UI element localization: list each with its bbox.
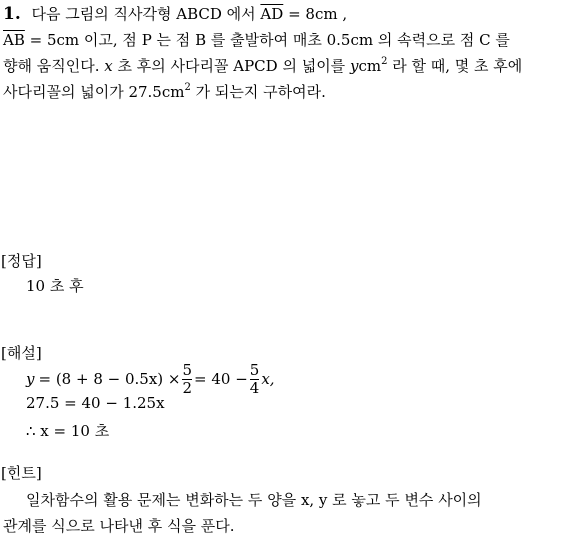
frac1-den: 2 xyxy=(182,378,193,397)
solution-header: [해설] xyxy=(1,344,42,362)
ad-value: = 8cm , xyxy=(288,5,348,23)
answer-value: 10 초 후 xyxy=(26,277,84,295)
segment-ab: $\overline{AB}$ xyxy=(3,31,25,49)
problem-text-1: 다음 그림의 직사각형 ABCD 에서 xyxy=(31,5,256,23)
unit-sup: 2 xyxy=(381,56,388,67)
problem-line-3 xyxy=(3,55,522,76)
solution-eq-3: ∴ x = 10 초 xyxy=(26,422,110,440)
answer-header: [정답] xyxy=(1,252,42,270)
problem-line-4 xyxy=(3,81,326,102)
hint-line-2: 관계를 식으로 나타낸 후 식을 푼다. xyxy=(3,517,235,535)
hint-header: [힌트] xyxy=(1,464,42,482)
var-x: x xyxy=(104,57,113,75)
frac1-num: 5 xyxy=(182,360,193,379)
problem-text-4b: 가 되는지 구하여라. xyxy=(195,83,326,101)
eq1-y: y xyxy=(26,370,35,388)
problem-text-4: 사다리꼴의 넓이가 27.5cm xyxy=(3,83,185,101)
segment-ad: $\overline{AD}$ xyxy=(260,5,284,23)
fraction-5-2 xyxy=(182,362,192,397)
frac2-num: 5 xyxy=(249,360,260,379)
var-y: y xyxy=(349,57,359,75)
eq1-mid: = (8 + 8 − 0.5x) × xyxy=(38,370,181,388)
solution-eq-2: 27.5 = 40 − 1.25x xyxy=(26,394,165,412)
eq1-tail: x, xyxy=(261,370,275,388)
frac2-den: 4 xyxy=(249,378,260,397)
problem-text-3b: 초 후의 사다리꼴 APCD 의 넓이를 xyxy=(117,57,346,75)
eq1-mid2: = 40 − xyxy=(194,370,248,388)
fraction-5-4 xyxy=(250,362,260,397)
problem-line-1 xyxy=(3,3,347,24)
problem-text-2: = 5cm 이고, 점 P 는 점 B 를 출발하여 매초 0.5cm 의 속력으로 점 C 를 xyxy=(29,31,510,49)
area-sup: 2 xyxy=(184,82,191,93)
problem-text-3: 향해 움직인다. xyxy=(3,57,100,75)
unit-cm: cm xyxy=(358,57,382,75)
problem-line-2 xyxy=(3,29,510,50)
problem-text-3c: 라 할 때, 몇 초 후에 xyxy=(392,57,523,75)
problem-number: 1. xyxy=(3,4,21,24)
hint-line-1: 일차함수의 활용 문제는 변화하는 두 양을 x, y 로 놓고 두 변수 사이의 xyxy=(26,491,482,509)
